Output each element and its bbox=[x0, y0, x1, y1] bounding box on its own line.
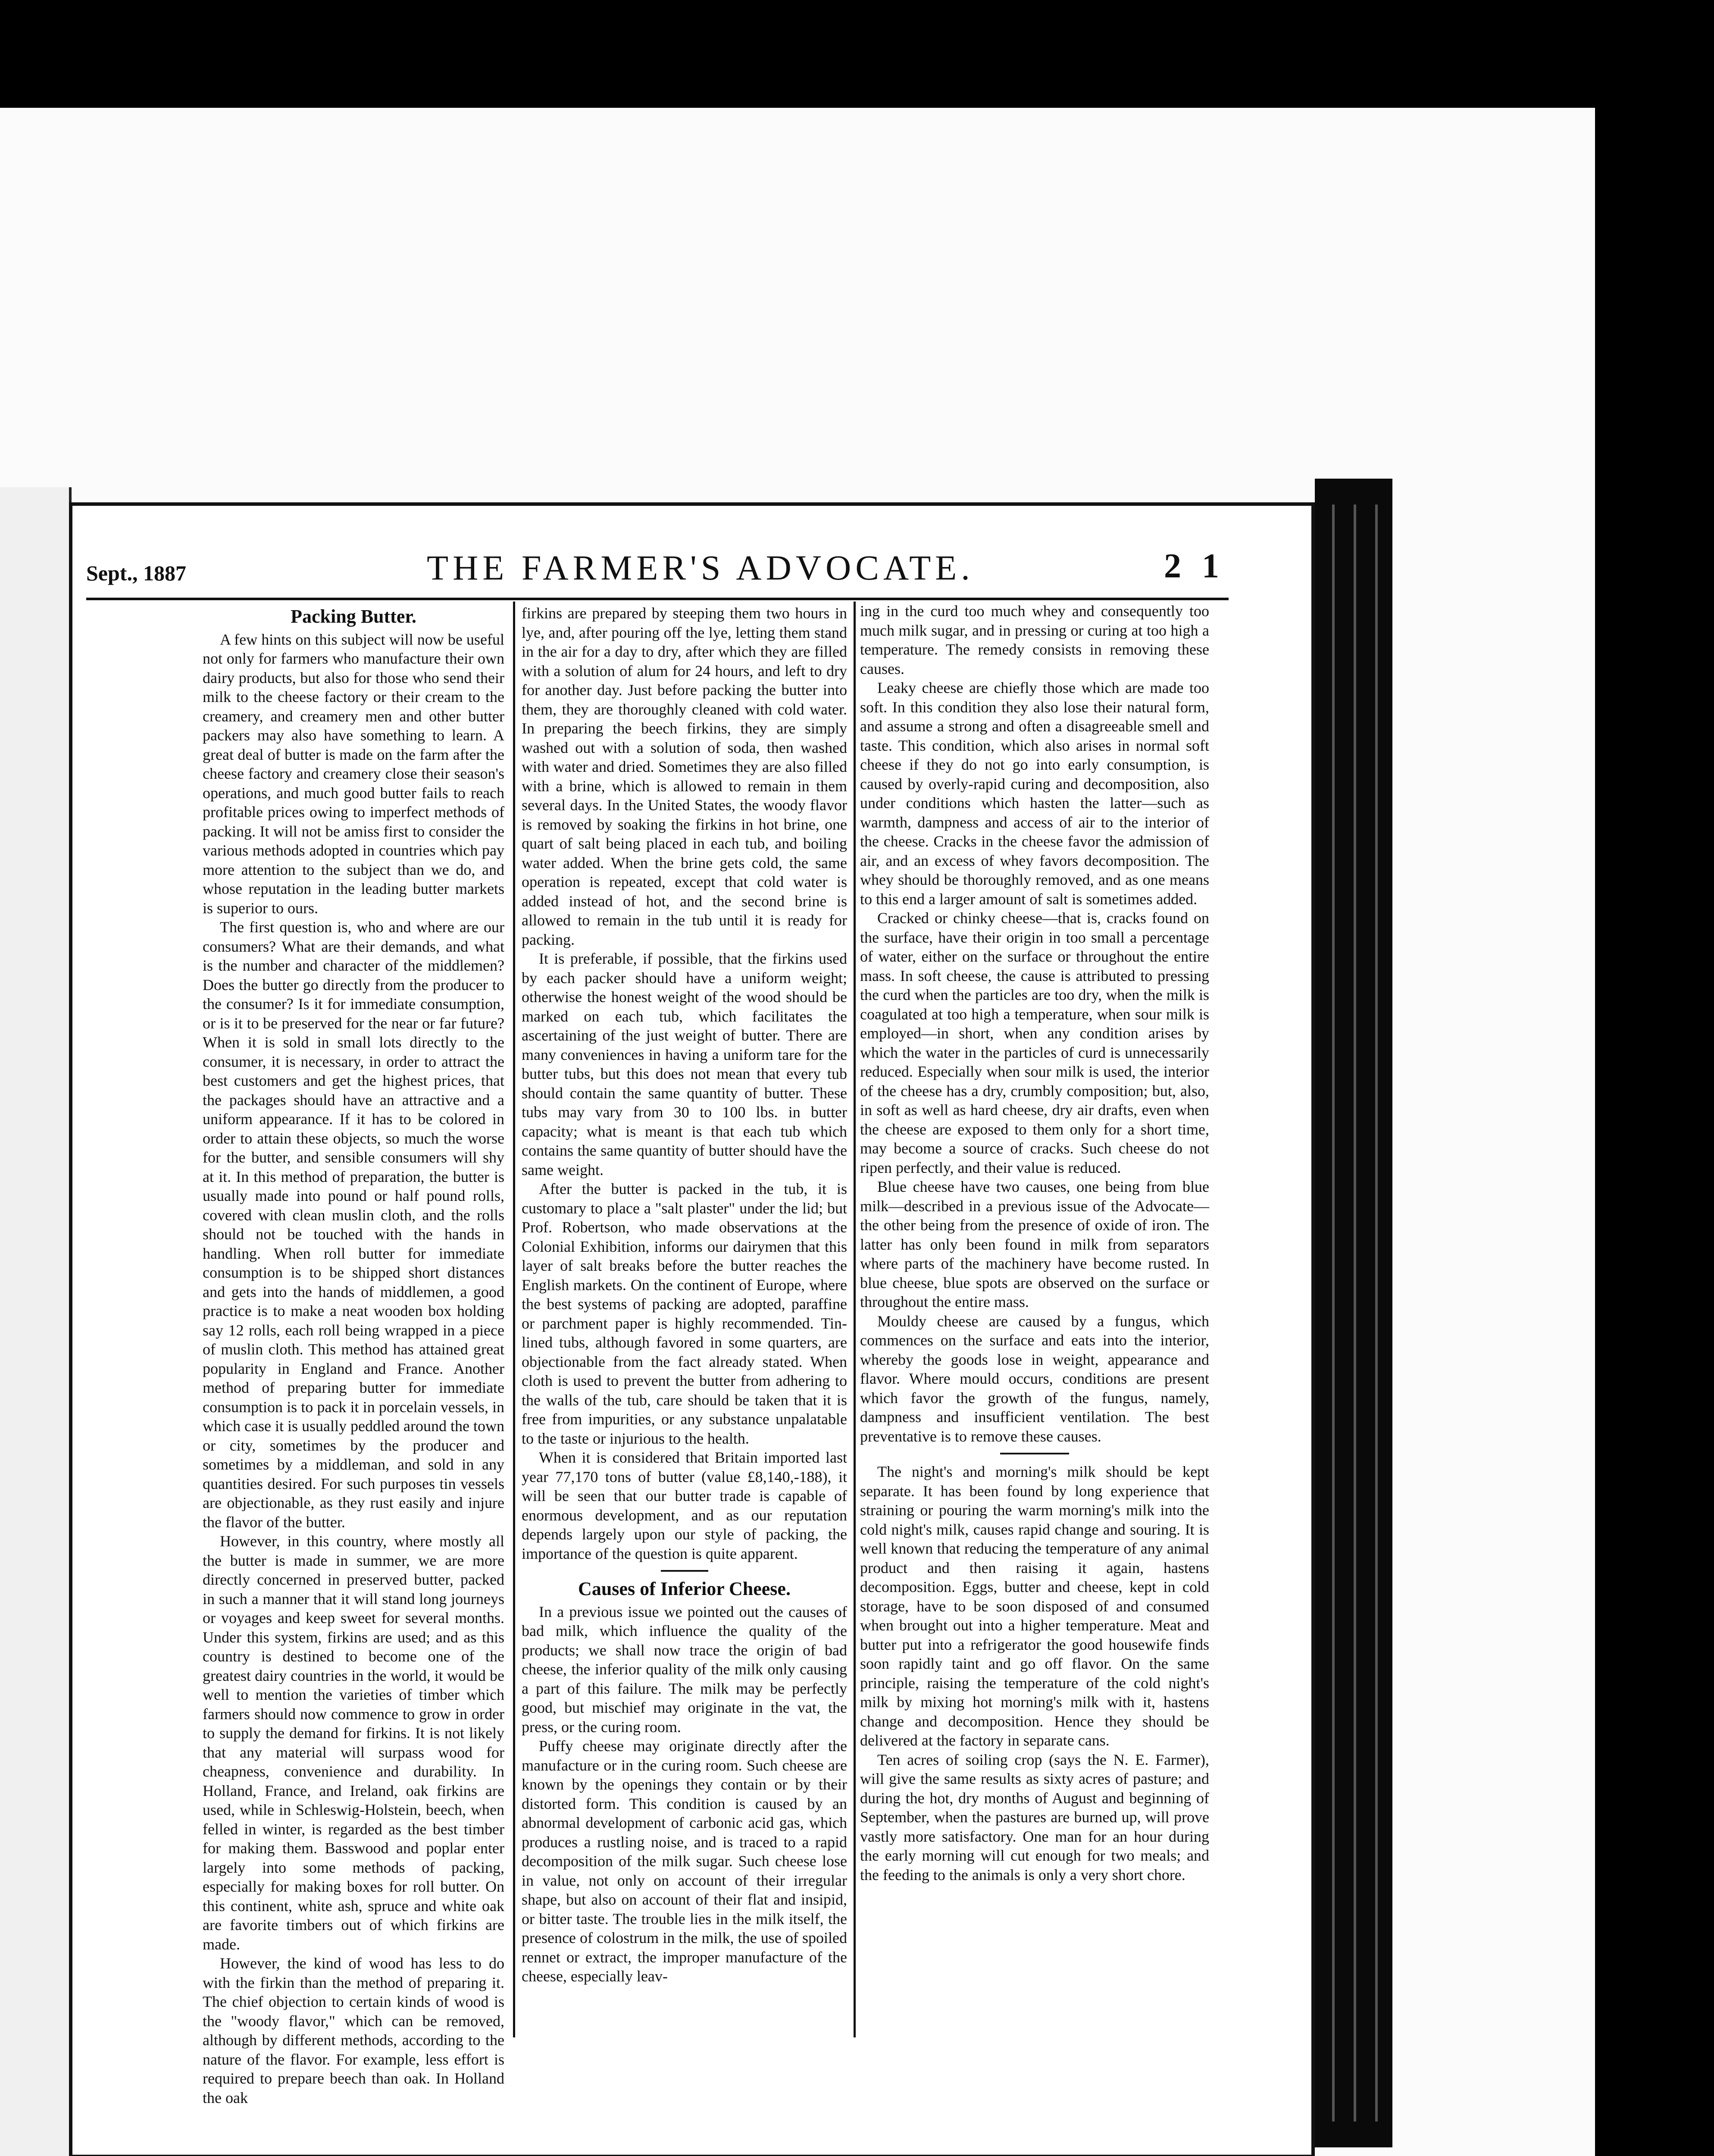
paragraph: However, in this country, where mostly all the butter is made in summer, we are more directly concerned in preserved butter, packed in such a manner that it will stand long journeys or voyages and keep sweet for several months. Under this system, firkins are used; and as this country is destined to become one of the greatest dairy countries in the world, it would be well to mention the varieties of timber which farmers should now commence to grow in order to supply the demand for firkins. It is not likely that any material will surpass wood for cheapness, convenience and durability. In Holland, France, and Ireland, oak firkins are used, while in Schleswig-Holstein, beech, when felled in winter, is regarded as the best timber for making them. Basswood and poplar enter largely into some methods of packing, especially for making boxes for roll butter. On this continent, white ash, spruce and white oak are favorite timbers out of which firkins are made. bbox=[203, 1532, 504, 1953]
paragraph: Cracked or chinky cheese—that is, cracks found on the surface, have their origin in too small a percentage of water, either on the surface or throughout the entire mass. In soft cheese, the cause is attributed to pressing the curd when the particles are too dry, when the milk is coagulated at too high a temperature, when sour milk is employed—in short, when any condition arises by which the water in the particles of curd is unnecessarily reduced. Especially when sour milk is used, the interior of the cheese has a dry, crumbly composition; but, also, in soft as well as hard cheese, dry air drafts, even when the cheese are exposed to them only for a short time, may become a source of cracks. Such cheese do not ripen perfectly, and their value is reduced. bbox=[860, 909, 1209, 1176]
paragraph: In a previous issue we pointed out the causes of bad milk, which influence the quality of the products; we shall now trace the origin of bad cheese, the inferior quality of the milk only causing a part of this failure. The milk may be perfectly good, but mischief may originate in the vat, the press, or the curing room. bbox=[522, 1603, 847, 1736]
paragraph: The night's and morning's milk should be kept separate. It has been found by long experience that straining or pouring the warm morning's milk into the cold night's milk, causes rapid change and souring. It is well known that reducing the temperature of any animal product and then raising it again, hastens decomposition. Eggs, butter and cheese, kept in cold storage, have to be soon disposed of and consumed when brought out into a higher temperature. Meat and butter put into a refrigerator the good housewife finds soon rapidly taint and go off flavor. On the same principle, raising the temperature of the cold night's milk by mixing hot morning's milk with it, hastens change and decomposition. Hence they should be delivered at the factory in separate cans. bbox=[860, 1463, 1209, 1749]
paragraph: It is preferable, if possible, that the firkins used by each packer should have a uniform weight; otherwise the honest weight of the wood should be marked on each tub, which facilitates the ascertaining of the just weight of butter. There are many conveniences in having a uniform tare for the butter tubs, but this does not mean that every tub should contain the same quantity of butter. These tubs may vary from 30 to 100 lbs. in butter capacity; what is meant is that each tub which contains the same quantity of butter should have the same weight. bbox=[522, 950, 847, 1178]
masthead-title: THE FARMER'S ADVOCATE. bbox=[427, 548, 974, 587]
issue-date: Sept., 1887 bbox=[86, 561, 186, 585]
paragraph: firkins are prepared by steeping them two hours in lye, and, after pouring off the lye, letting them stand in the air for a day to dry, after which they are filled with a solution of alum for 24 hours, and left to dry for another day. Just before packing the butter into them, they are thoroughly cleaned with cold water. In preparing the beech firkins, they are simply washed out with a solution of soda, then washed with water and dried. Sometimes they are also filled with a brine, which is allowed to remain in them several days. In the United States, the woody flavor is removed by soaking the firkins in hot brine, one quart of salt being placed in each tub, and boiling water added. When the brine gets cold, the same operation is repeated, except that cold water is added instead of hot, and the second brine is allowed to remain in the tub until it is ready for packing. bbox=[522, 605, 847, 948]
paragraph: Mouldy cheese are caused by a fungus, which commences on the surface and eats into the interior, whereby the goods lose in weight, appearance and flavor. Where mould occurs, conditions are present which favor the growth of the fungus, namely, dampness and insufficient ventilation. The best preventative is to remove these causes. bbox=[860, 1312, 1209, 1445]
page-number: 2 1 bbox=[1164, 547, 1225, 585]
header-rule bbox=[86, 598, 1229, 600]
column-1 bbox=[203, 606, 504, 2106]
paragraph: After the butter is packed in the tub, it is customary to place a "salt plaster" under the lid; but Prof. Robertson, who made observations at the Colonial Exhibition, informs our dairymen that this layer of salt breaks before the butter reaches the English markets. On the continent of Europe, where the best systems of packing are adopted, paraffine or parchment paper is highly recommended. Tin-lined tubs, although favored in some quarters, are objectionable from the fact already stated. When cloth is used to prevent the butter from adhering to the walls of the tub, care should be taken that it is free from impurities, or any substance unpalatable to the taste or injurious to the health. bbox=[522, 1180, 847, 1447]
scan-dark-right bbox=[1595, 99, 1714, 2156]
column-rule-2 bbox=[854, 602, 856, 2037]
paragraph: A few hints on this subject will now be useful not only for farmers who manufacture their own dairy products, but also for those who send their milk to the cheese factory or their cream to the creamery, and creamery men and other butter packers may also have something to learn. A great deal of butter is made on the farm after the cheese factory and creamery close their season's operations, and much good butter fails to reach profitable prices owing to imperfect methods of packing. It will not be amiss first to consider the various methods adopted in countries which pay more attention to the subject than we do, and whose reputation in the leading butter markets is superior to ours. bbox=[203, 630, 504, 917]
paragraph: When it is considered that Britain imported last year 77,170 tons of butter (value £8,140,-188), it will be seen that our butter trade is capable of enormous development, and as our reputation depends largely upon our style of packing, the importance of the question is quite apparent. bbox=[522, 1449, 847, 1562]
paragraph: The first question is, who and where are our consumers? What are their demands, and what is the number and character of the middlemen? Does the butter go directly from the producer to the consumer? Is it for immediate consumption, or is it to be preserved for the near or far future? When it is sold in small lots directly to the consumer, it is necessary, in order to attract the best customers and get the highest prices, that the packages should have an attractive and a uniform appearance. If it has to be colored in order to attain these objects, so much the worse for the butter, and sensible consumers will shy at it. In this method of preparation, the butter is usually made into pound or half pound rolls, covered with clean muslin cloth, and the rolls should not be touched with the hands in handling. When roll butter for immediate consumption is to be shipped short distances and gets into the hands of middlemen, a good practice is to make a neat wooden box holding say 12 rolls, each roll being wrapped in a piece of muslin cloth. This method has attained great popularity in England and France. Another method of preparing butter for immediate consumption is to pack it in porcelain vessels, in which case it is usually peddled around the town or city, sometimes by the producer and sometimes by a middleman, and sold in any quantities desired. For such purposes tin vessels are objectionable, as they rust easily and injure the flavor of the butter. bbox=[203, 918, 504, 1531]
paragraph: Leaky cheese are chiefly those which are made too soft. In this condition they also lose their natural form, and assume a strong and often a disagreeable smell and taste. This condition, which also arises in normal soft cheese if they do not go into early consumption, is caused by overly-rapid curing and decomposition, also under conditions which hasten the latter—such as warmth, dampness and access of air to the interior of the cheese. Cracks in the cheese favor the admission of air, and an excess of whey favors decomposition. The whey should be thoroughly removed, and as one means to this end a larger amount of salt is sometimes added. bbox=[860, 679, 1209, 908]
section-rule bbox=[1000, 1453, 1069, 1454]
paragraph: However, the kind of wood has less to do with the firkin than the method of preparing it. The chief objection to certain kinds of wood is the "woody flavor," which can be removed, although by different methods, according to the nature of the flavor. For example, less effort is required to prepare beech than oak. In Holland the oak bbox=[203, 1955, 504, 2106]
book-spine-edge bbox=[1315, 479, 1392, 2147]
section-rule bbox=[661, 1570, 708, 1572]
paragraph: ing in the curd too much whey and consequently too much milk sugar, and in pressing or curing at too high a temperature. The remedy consists in removing these causes. bbox=[860, 602, 1209, 677]
article-heading-inferior-cheese: Causes of Inferior Cheese. bbox=[578, 1578, 791, 1599]
paragraph: Ten acres of soiling crop (says the N. E. Farmer), will give the same results as sixty acres of pasture; and during the hot, dry months of August and beginning of September, when the pastures are burned up, will prove vastly more satisfactory. One man for an hour during the early morning will cut enough for two meals; and the feeding to the animals is only a very short chore. bbox=[860, 1751, 1209, 1883]
scan-dark-top bbox=[0, 0, 1714, 108]
column-3 bbox=[860, 602, 1209, 2024]
paragraph: Blue cheese have two causes, one being from blue milk—described in a previous issue of the Advocate—the other being from the presence of oxide of iron. The latter has only been found in milk from separators where parts of the machinery have become rusted. In blue cheese, blue spots are observed on the surface or throughout the entire mass. bbox=[860, 1178, 1209, 1310]
column-rule-1 bbox=[513, 602, 515, 2037]
paragraph: Puffy cheese may originate directly after the manufacture or in the curing room. Such cheese are known by the openings they contain or by their distorted form. This condition is caused by an abnormal development of carbonic acid gas, which produces a rustling noise, and is traced to a rapid decomposition of the milk sugar. Such cheese lose in value, not only on account of their irregular shape, but also on account of their flat and insipid, or bitter taste. The trouble lies in the milk itself, the presence of colostrum in the milk, the use of spoiled rennet or extract, the improper manufacture of the cheese, especially leav- bbox=[522, 1737, 847, 1985]
column-2 bbox=[522, 604, 847, 2040]
facing-page-edge bbox=[0, 487, 72, 2156]
article-heading-packing-butter: Packing Butter. bbox=[291, 606, 416, 627]
